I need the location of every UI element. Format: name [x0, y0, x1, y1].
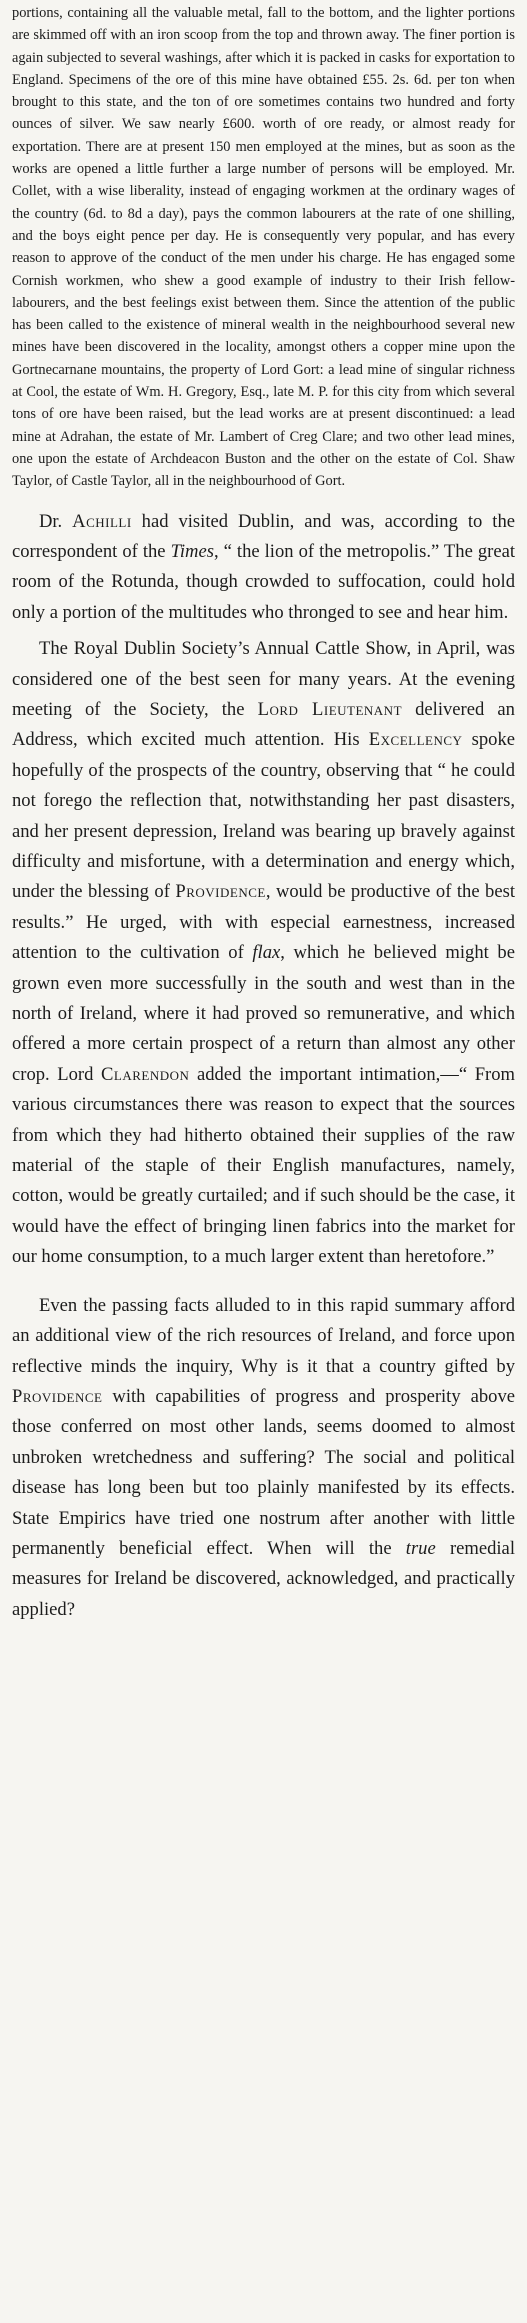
flax-word: flax	[252, 942, 281, 964]
cattle-show-paragraph	[12, 634, 515, 1273]
providence-word: Providence	[175, 881, 266, 903]
clarendon-name: Clarendon	[101, 1063, 190, 1085]
text-run: Dr.	[38, 510, 73, 532]
name-achilli: Achilli	[72, 510, 132, 532]
providence-word: Providence	[12, 1385, 103, 1407]
closing-paragraph	[12, 1291, 515, 1625]
text-run: , which he believed might be grown even more successfully in the south and west than in the north of Ireland, where it had proved so remunerative, and which offered a more certain prospect of a return than almost any other crop. Lord	[12, 942, 515, 1085]
text-run: added the important intimation,—“ From various circumstances there was reason to expect that the sources from which they had hitherto obtained their supplies of the raw material of the staple of their English manufactures, namely, cotton, would be greatly curtailed; and if such should be the case, it would have the effect of bringing linen fabrics into the market for our home consumption, to a much larger extent than heretofore.”	[12, 1063, 515, 1268]
text-run: had visited Dublin, and was, according to the correspondent of the	[12, 510, 515, 562]
text-run: , would be productive of the best results.” He urged, with with especial earnestness, increased attention to the cultivation of	[12, 881, 515, 964]
text-run: , “ the lion of the metropolis.” The great room of the Rotunda, though crowded to suffocation, could hold only a portion of the multitudes who thronged to see and hear him.	[12, 540, 515, 623]
text-run: Even the passing facts alluded to in this rapid summary afford an additional view of the rich resources of Ireland, and force upon reflective minds the inquiry, Why is it that a country gifted by	[12, 1294, 515, 1377]
excellency-title: Excellency	[368, 729, 463, 751]
text-run: remedial measures for Ireland be discovered, acknowledged, and practically applied?	[12, 1537, 515, 1620]
text-run: The Royal Dublin Society’s Annual Cattle Show, in April, was considered one of the best seen for many years. At the evening meeting of the Society, the	[12, 638, 515, 720]
text-run: with capabilities of progress and prosperity above those conferred on most other lands, seems doomed to almost unbroken wretchedness and suffering? The social and political disease has long been but too plainly manifested by its effects. State Empirics have tried one nostrum after another with little permanently beneficial effect. When will the	[12, 1385, 515, 1559]
mining-report-text: portions, containing all the valuable metal, fall to the bottom, and the lighter portions are skimmed off with an iron scoop from the top and thrown away. The finer portion is again subjected to several washings, after which it is packed in casks for exportation to England. Specimens of the ore of this mine have obtained £55. 2s. 6d. per ton when brought to this state, and the ton of ore sometimes contains two hundred and forty ounces of silver. We saw nearly £600. worth of ore ready, or almost ready for exportation. There are at present 150 men employed at the mines, but as soon as the works are opened a little further a large number of persons will be employed. Mr. Collet, with a wise liberality, instead of engaging workmen at the ordinary wages of the country (6d. to 8d a day), pays the common labourers at the rate of one shilling, and the boys eight pence per day. He is consequently very popular, and has every reason to approve of the conduct of the men under his charge. He has engaged some Cornish workmen, who shew a good example of industry to their Irish fellow-labourers, and the best feelings exist between them. Since the attention of the public has been called to the existence of mineral wealth in the neighbourhood several new mines have been discovered in the locality, amongst others a copper mine upon the Gortnecarnane mountains, the property of Lord Gort: a lead mine of singular richness at Cool, the estate of Wm. H. Gregory, Esq., late M. P. for this city from which several tons of ore have been raised, but the lead works are at present discontinued: a lead mine at Adrahan, the estate of Mr. Lambert of Creg Clare; and two other lead mines, one upon the estate of Archdeacon Buston and the other on the estate of Col. Shaw Taylor, of Castle Taylor, all in the neighbourhood of Gort.	[12, 5, 515, 490]
achilli-paragraph	[12, 507, 515, 629]
mining-report-paragraph	[12, 2, 515, 493]
times-newspaper-title: Times	[170, 540, 214, 562]
true-word: true	[405, 1537, 436, 1559]
text-run: delivered an Address, which excited much attention. His	[12, 698, 515, 751]
lord-lieutenant-title: Lord Lieutenant	[257, 698, 403, 720]
text-run: spoke hopefully of the prospects of the country, observing that “ he could not forego the reflection that, notwithstanding her past disasters, and her present depression, Ireland was bearing up bravely against difficulty and misfortune, with a determination and energy which, under the blessing of	[12, 729, 516, 903]
